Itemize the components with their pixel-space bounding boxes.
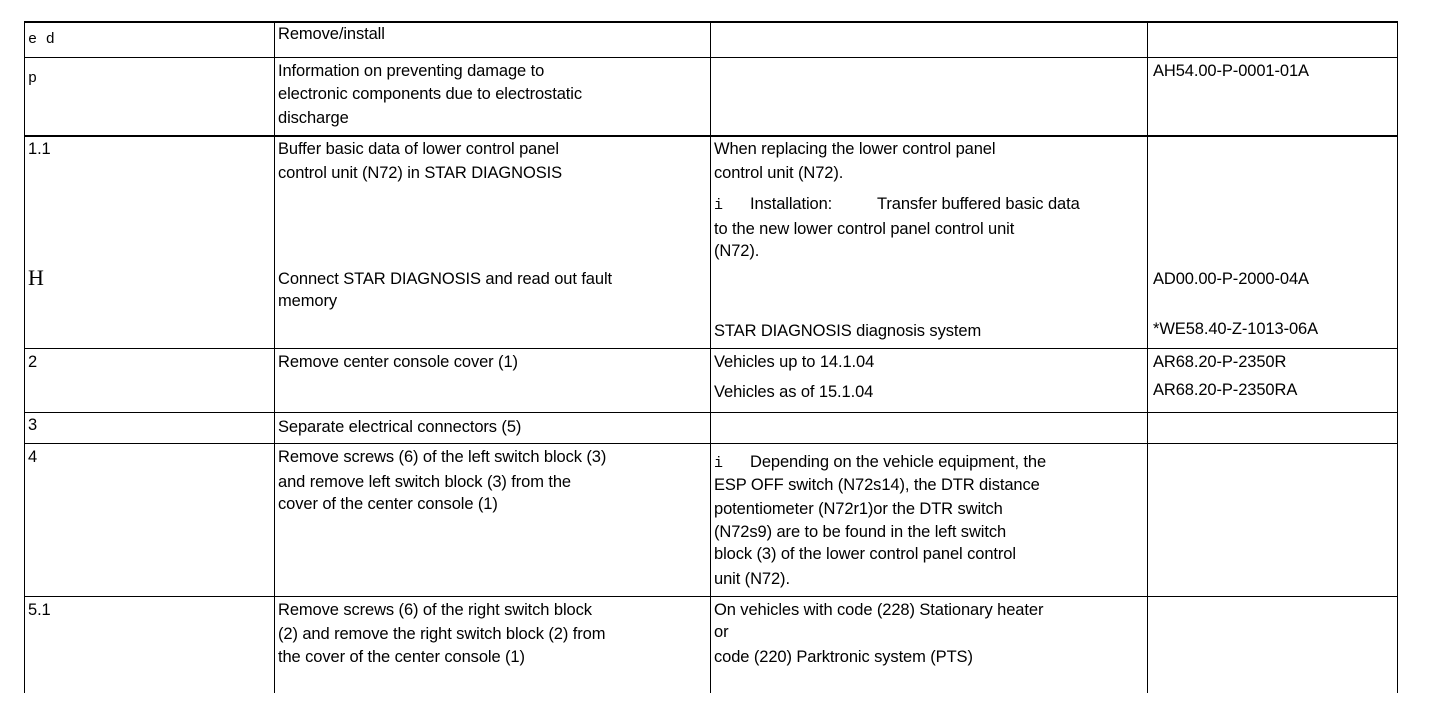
action-text: Remove screws (6) of the left switch block (3) xyxy=(278,448,607,466)
info-icon: i xyxy=(714,197,723,214)
note-text: block (3) of the lower control panel control xyxy=(714,545,1016,563)
table-border-right xyxy=(1397,21,1398,693)
document-reference-link[interactable]: *WE58.40-Z-1013-06A xyxy=(1153,320,1319,338)
action-text: Remove screws (6) of the right switch block xyxy=(278,601,592,619)
table-row-divider xyxy=(24,443,1398,444)
note-text: (N72). xyxy=(714,242,760,260)
table-row-divider xyxy=(24,57,1398,58)
note-text: Installation: xyxy=(750,195,833,213)
table-column-divider xyxy=(274,21,275,693)
note-text: When replacing the lower control panel xyxy=(714,140,996,158)
table-border-top xyxy=(24,21,1398,23)
action-text: memory xyxy=(278,292,337,310)
document-reference-link[interactable]: AR68.20-P-2350RA xyxy=(1153,381,1298,399)
note-text: potentiometer (N72r1)or the DTR switch xyxy=(714,500,1003,518)
step-number: 3 xyxy=(28,416,38,434)
action-text: the cover of the center console (1) xyxy=(278,648,525,666)
note-text: to the new lower control panel control unit xyxy=(714,220,1015,238)
table-row-divider xyxy=(24,135,1398,137)
action-text: Remove center console cover (1) xyxy=(278,353,518,371)
action-text: electronic components due to electrostatic xyxy=(278,85,582,103)
note-text: On vehicles with code (228) Stationary heater xyxy=(714,601,1044,619)
note-text: (N72s9) are to be found in the left switch xyxy=(714,523,1007,541)
table-column-divider xyxy=(1147,21,1148,693)
note-text: unit (N72). xyxy=(714,570,790,588)
action-text: control unit (N72) in STAR DIAGNOSIS xyxy=(278,164,563,182)
note-text: Transfer buffered basic data xyxy=(877,195,1080,213)
step-number: 2 xyxy=(28,353,38,371)
document-reference-link[interactable]: AD00.00-P-2000-04A xyxy=(1153,270,1309,288)
action-text: Information on preventing damage to xyxy=(278,62,545,80)
step-number: 4 xyxy=(28,448,38,466)
step-heading: Remove/install xyxy=(278,25,385,43)
table-column-divider xyxy=(710,21,711,693)
note-text: code (220) Parktronic system (PTS) xyxy=(714,648,973,666)
action-text: discharge xyxy=(278,109,349,127)
note-text: STAR DIAGNOSIS diagnosis system xyxy=(714,322,982,340)
document-reference-link[interactable]: AR68.20-P-2350R xyxy=(1153,353,1287,371)
note-text: control unit (N72). xyxy=(714,164,844,182)
note-text: Depending on the vehicle equipment, the xyxy=(750,453,1047,471)
step-marker: e d xyxy=(28,31,55,48)
table-row-divider xyxy=(24,348,1398,349)
note-text: Vehicles as of 15.1.04 xyxy=(714,383,874,401)
step-marker: H xyxy=(28,265,44,290)
action-text: Connect STAR DIAGNOSIS and read out fault xyxy=(278,270,613,288)
action-text: cover of the center console (1) xyxy=(278,495,498,513)
note-text: or xyxy=(714,623,729,641)
step-number: 1.1 xyxy=(28,140,51,158)
action-text: Buffer basic data of lower control panel xyxy=(278,140,559,158)
action-text: Separate electrical connectors (5) xyxy=(278,418,522,436)
table-border-left xyxy=(24,21,25,693)
document-reference-link[interactable]: AH54.00-P-0001-01A xyxy=(1153,62,1309,80)
step-marker: p xyxy=(28,70,37,87)
note-text: ESP OFF switch (N72s14), the DTR distance xyxy=(714,476,1040,494)
note-text: Vehicles up to 14.1.04 xyxy=(714,353,875,371)
info-icon: i xyxy=(714,455,723,472)
action-text: (2) and remove the right switch block (2) from xyxy=(278,625,606,643)
table-row-divider xyxy=(24,412,1398,413)
table-row-divider xyxy=(24,596,1398,597)
action-text: and remove left switch block (3) from the xyxy=(278,473,572,491)
step-number: 5.1 xyxy=(28,601,51,619)
